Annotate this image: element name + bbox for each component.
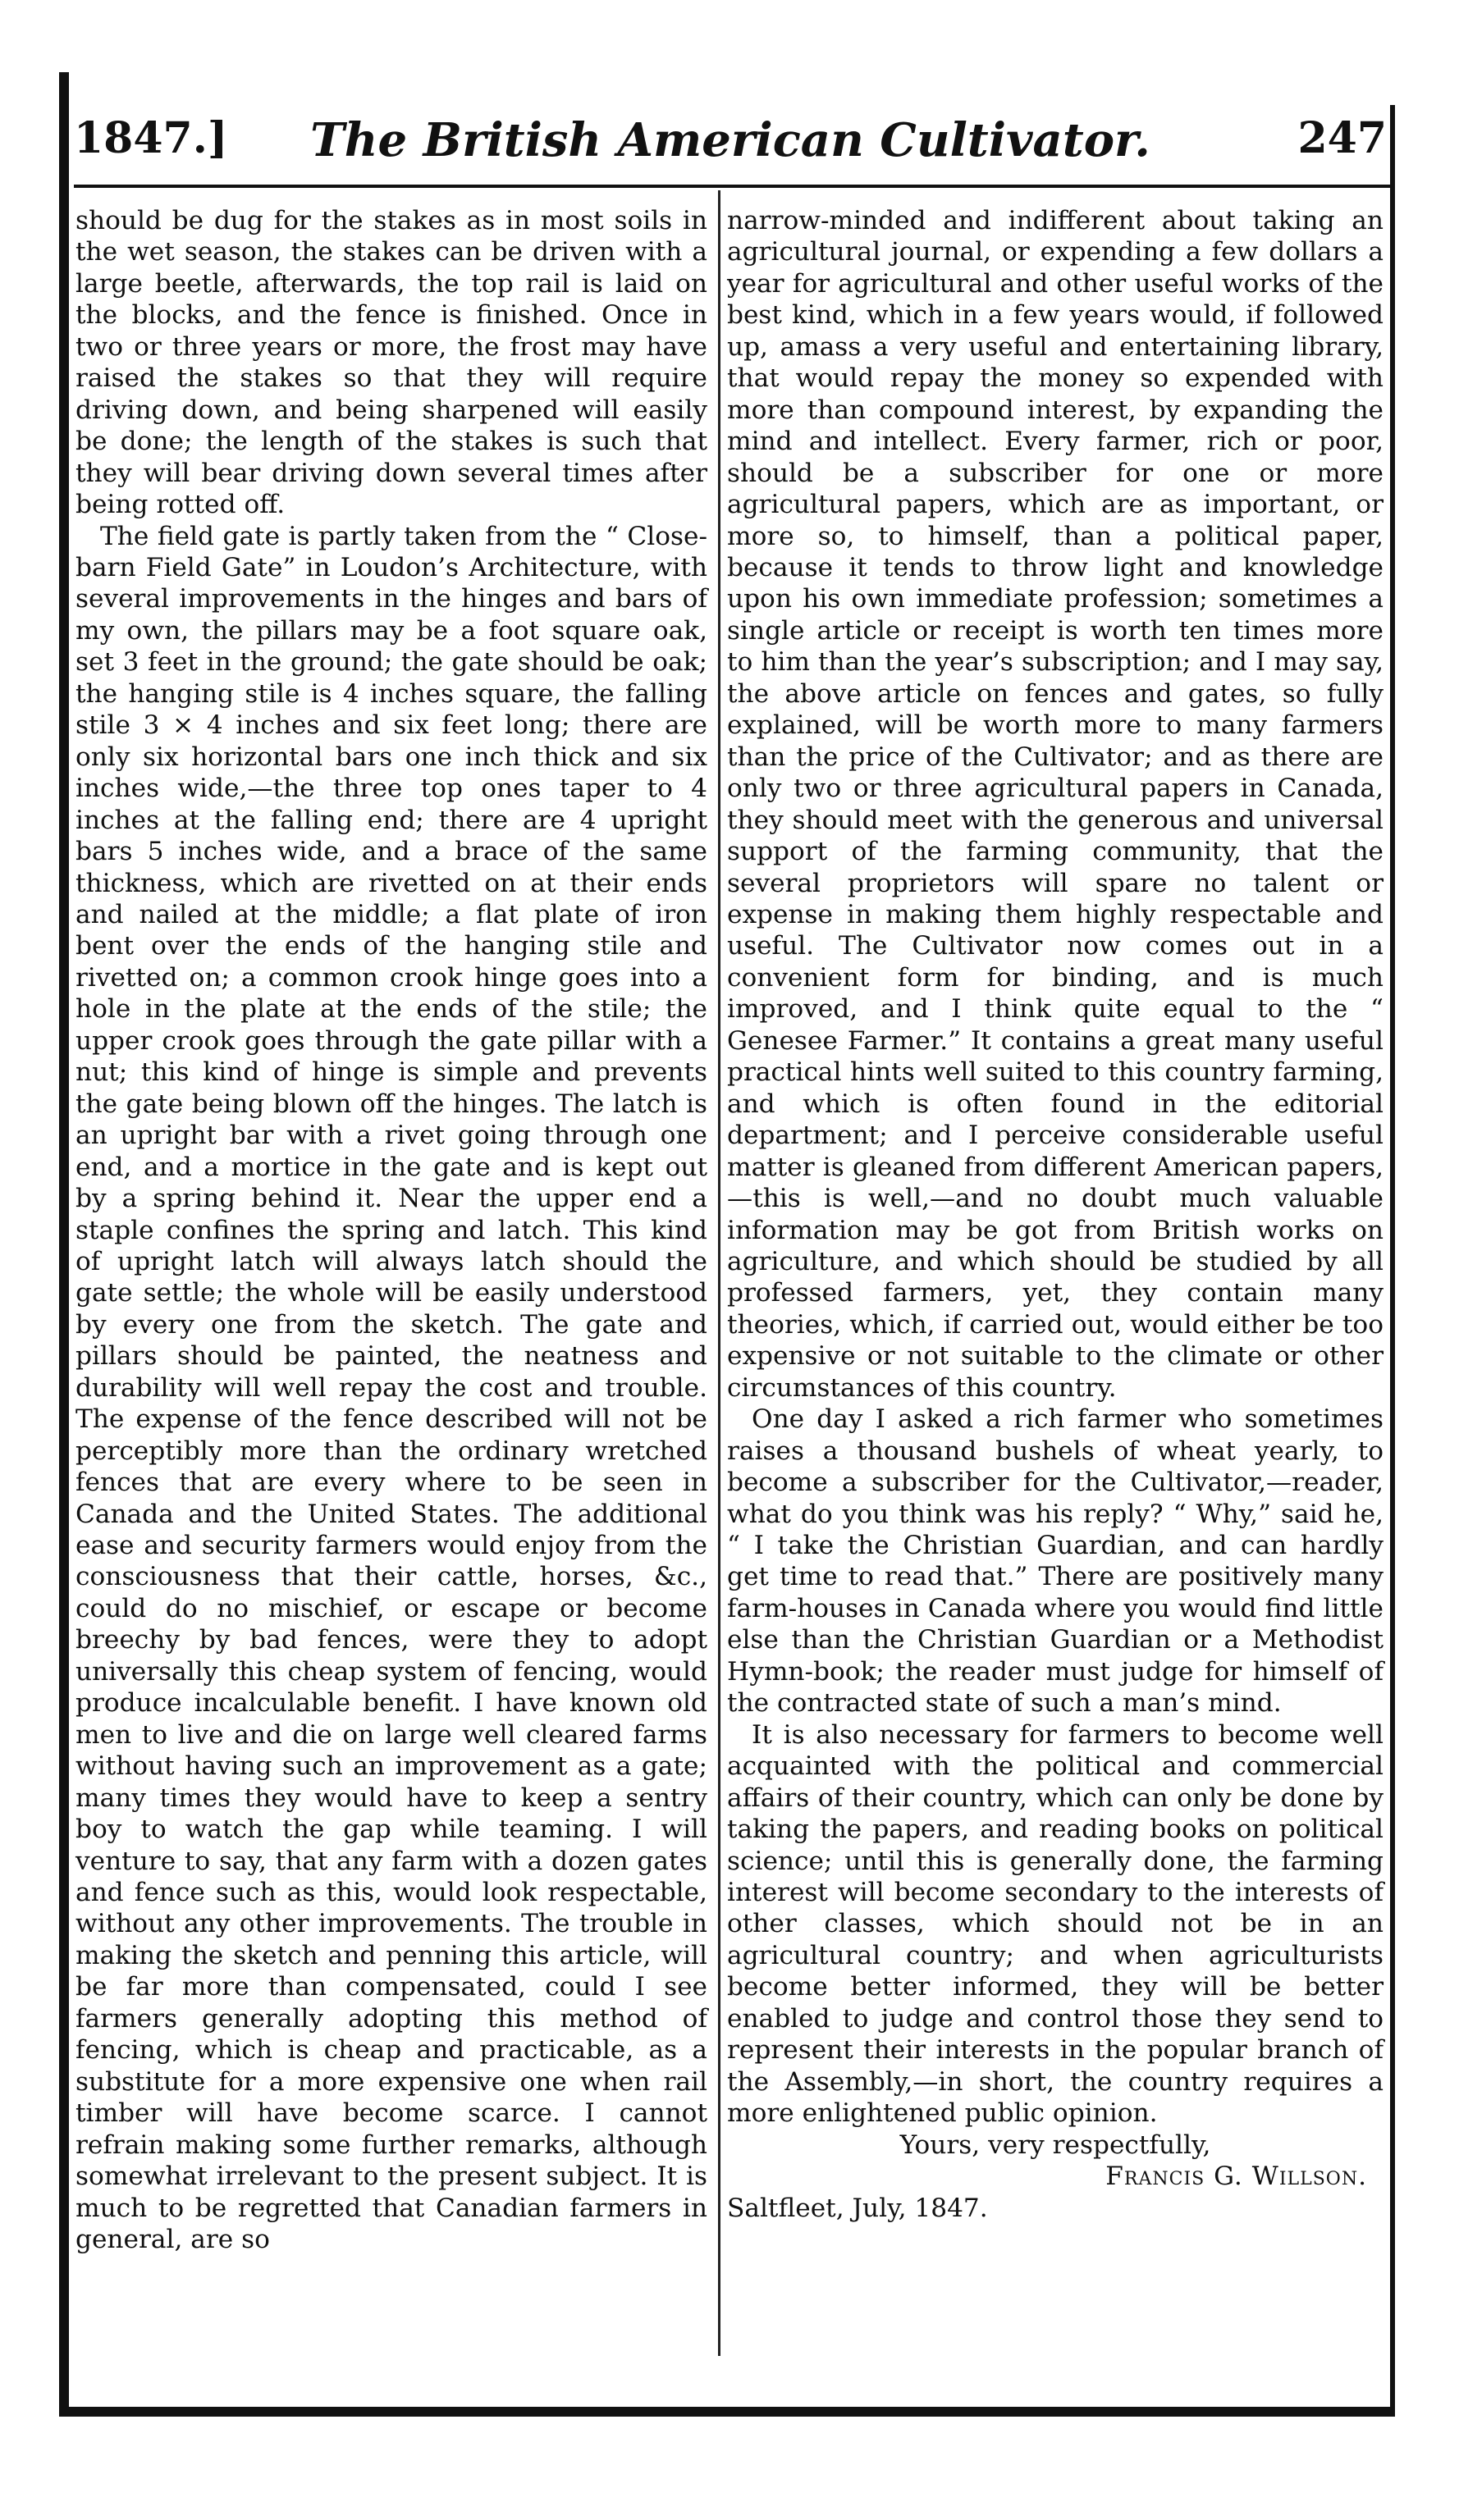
left-paragraph-1: should be dug for the stakes as in most soils in the wet season, the stakes can be driven with a large beetle, afterwards, the top rail is laid on the blocks, and the fence is finished. Once in two or three years or more, the frost may have raised the stakes so that they will require driving down, and being sharpened will easily be done; the length of the stakes is such that they will bear driving down several times after being rotted off. — [75, 206, 707, 520]
left-column — [75, 205, 707, 2255]
bottom-border-rule — [59, 2407, 1395, 2417]
left-border-rule — [59, 72, 69, 2417]
right-border-rule — [1390, 105, 1395, 2417]
header-rule — [74, 185, 1390, 188]
right-column — [727, 205, 1384, 2224]
left-paragraph-2: The field gate is partly taken from the “ Close-barn Field Gate” in Loudon’s Architecture, with several improvements in the hinges and bars of my own, the pillars may be a foot square oak, set 3 feet in the ground; the gate should be oak; the hanging stile is 4 inches square, the falling stile 3 × 4 inches and six feet long; there are only six horizontal bars one inch thick and six inches wide,—the three top ones taper to 4 inches at the falling end; there are 4 upright bars 5 inches wide, and a brace of the same thickness, which are rivetted on at their ends and nailed at the middle; a flat plate of iron bent over the ends of the hanging stile and rivetted on; a common crook hinge goes into a hole in the plate at the ends of the stile; the upper crook goes through the gate pillar with a nut; this kind of hinge is simple and prevents the gate being blown off the hinges. The latch is an upright bar with a rivet going through one end, and a mortice in the gate and is kept out by a spring behind it. Near the upper end a staple confines the spring and latch. This kind of upright latch will always latch should the gate settle; the whole will be easily understood by every one from the sketch. The gate and pillars should be painted, the neatness and durability will well repay the cost and trouble. The expense of the fence described will not be perceptibly more than the ordinary wretched fences that are every where to be seen in Canada and the United States. The additional ease and security farmers would enjoy from the consciousness that their cattle, horses, &c., could do no mischief, or escape or become breechy by bad fences, were they to adopt universally this cheap system of fencing, would produce incalculable benefit. I have known old men to live and die on large well cleared farms without having such an improvement as a gate; many times they would have to keep a sentry boy to watch the gap while teaming. I will venture to say, that any farm with a dozen gates and fence such as this, would look respectable, without any other improvements. The trouble in making the sketch and penning this article, will be far more than compensated, could I see farmers generally adopting this method of fencing, which is cheap and practicable, as a substitute for a more expensive one when rail timber will have become scarce. I cannot refrain making some further remarks, although somewhat irrelevant to the present subject. It is much to be regretted that Canadian farmers in general, are so — [75, 521, 707, 2254]
running-header — [74, 113, 1387, 187]
right-paragraph-2: One day I asked a rich farmer who sometimes raises a thousand bushels of wheat yearly, to become a subscriber for the Cultivator,—reader, what do you think was his reply? “ Why,” said he, “ I take the Christian Guardian, and can hardly get time to read that.” There are positively many farm-houses in Canada where you would find little else than the Christian Guardian or a Methodist Hymn-book; the reader must judge for himself of the contracted state of such a man’s mind. — [727, 1404, 1384, 1719]
header-date: 1847.] — [74, 113, 228, 163]
column-divider — [718, 190, 720, 2356]
letter-signature: Francis G. Willson. — [1105, 2162, 1367, 2192]
publication-title: The British American Cultivator. — [310, 113, 1150, 167]
right-paragraph-3: It is also necessary for farmers to become well acquainted with the political and commercial affairs of their country, which can only be done by taking the papers, and reading books on political science; until this is generally done, the farming interest will become secondary to the interests of other classes, which should not be in an agricultural country; and when agriculturists become better informed, they will be better enabled to judge and control those they send to represent their interests in the popular branch of the Assembly,—in short, the country requires a more enlightened public opinion. — [727, 1719, 1384, 2129]
letter-signoff: Yours, very respectfully, — [899, 2130, 1211, 2160]
right-paragraph-1: narrow-minded and indifferent about taking an agricultural journal, or expending a few dollars a year for agricultural and other useful works of the best kind, which in a few years would, if followed up, amass a very useful and entertaining library, that would repay the money so expended with more than compound interest, by expanding the mind and intellect. Every farmer, rich or poor, should be a subscriber for one or more agricultural papers, which are as important, or more so, to himself, than a political paper, because it tends to throw light and knowledge upon his own immediate profession; sometimes a single article or receipt is worth ten times more to him than the year’s subscription; and I may say, the above article on fences and gates, so fully explained, will be worth more to many farmers than the price of the Cultivator; and as there are only two or three agricultural papers in Canada, they should meet with the generous and universal support of the farming community, that the several proprietors will spare no talent or expense in making them highly respectable and useful. The Cultivator now comes out in a convenient form for binding, and is much improved, and I think quite equal to the “ Genesee Farmer.” It contains a great many useful practical hints well suited to this country farming, and which is often found in the editorial department; and I perceive considerable useful matter is gleaned from different American papers,—this is well,—and no doubt much valuable information may be got from British works on agriculture, and which should be studied by all professed farmers, yet, they contain many theories, which, if carried out, would either be too expensive or not suitable to the climate or other circumstances of this country. — [727, 206, 1384, 1403]
page-number: 247 — [1297, 113, 1387, 163]
letter-dateline: Saltfleet, July, 1847. — [727, 2193, 988, 2223]
